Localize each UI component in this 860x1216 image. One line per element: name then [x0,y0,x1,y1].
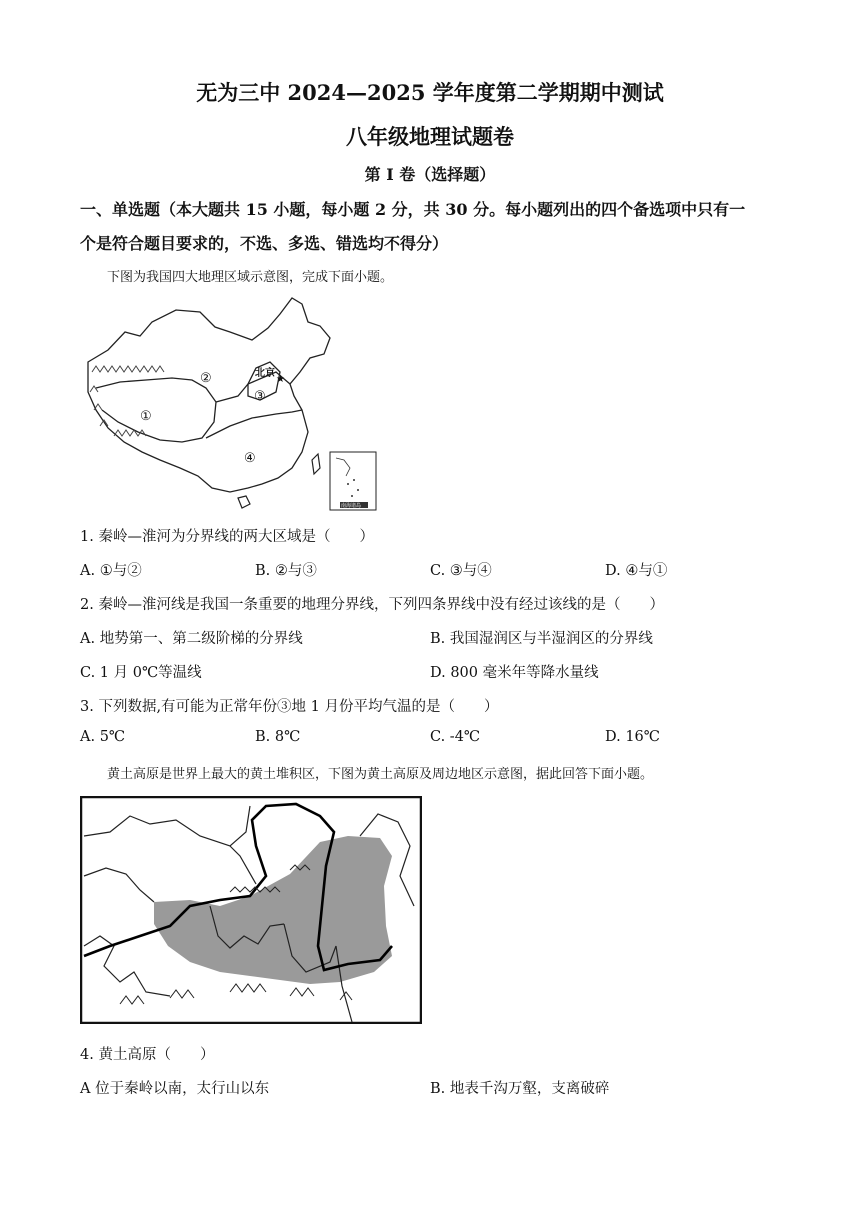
hainan-island [238,496,250,508]
q1-stem: 1. 秦岭—淮河为分界线的两大区域是（ ） [80,529,374,545]
inset-label: 南海诸岛 [341,503,362,509]
region-label-4: ④ [244,451,256,466]
region-label-3: ③ [254,389,266,404]
china-regions-map [80,292,382,514]
q1-option-b: B. ②与③ [255,563,317,579]
section-heading-line2: 个是符合题目要求的，不选、多选、错选均不得分） [80,234,449,253]
section-heading-line1: 一、单选题（本大题共 15 小题，每小题 2 分，共 30 分。每小题列出的四个备选项中只有一 [80,200,746,219]
q2-option-b: B. 我国湿润区与半湿润区的分界线 [430,631,653,647]
intro-text-1: 下图为我国四大地理区域示意图，完成下面小题。 [107,270,394,285]
q3-option-a: A. 5℃ [80,729,126,745]
q4-option-b: B. 地表千沟万壑，支离破碎 [430,1081,610,1097]
q4-stem: 4. 黄土高原（ ） [80,1047,215,1063]
q3-option-c: C. -4℃ [430,729,481,745]
part-heading: 第 I 卷（选择题） [364,165,496,184]
china-outline [88,298,330,492]
q2-option-c: C. 1 月 0℃等温线 [80,665,202,681]
exam-subtitle: 八年级地理试题卷 [346,124,514,149]
qinling-huaihe-line [206,410,302,438]
q2-stem: 2. 秦岭—淮河线是我国一条重要的地理分界线，下列四条界线中没有经过该线的是（ ） [80,597,664,613]
intro-text-2: 黄土高原是世界上最大的黄土堆积区，下图为黄土高原及周边地区示意图，据此回答下面小题。 [107,767,654,782]
q2-option-d: D. 800 毫米年等降水量线 [430,665,599,681]
q1-option-d: D. ④与① [605,563,668,579]
beijing-label: 北京 [255,368,275,379]
capital-star-icon: ★ [276,374,285,385]
q3-option-b: B. 8℃ [255,729,301,745]
q1-option-c: C. ③与④ [430,563,492,579]
exam-title: 无为三中 2024—2025 学年度第二学期期中测试 [196,80,664,105]
mountain-hatching [90,366,164,436]
q2-option-a: A. 地势第一、第二级阶梯的分界线 [80,631,303,647]
q1-option-a: A. ①与② [80,563,142,579]
south-sea-inset [330,452,376,510]
region-label-2: ② [200,371,212,386]
region-label-1: ① [140,409,152,424]
q4-option-a: A 位于秦岭以南，太行山以东 [80,1081,270,1097]
loess-plateau-map [80,796,422,1024]
taiwan-island [312,454,320,474]
q3-option-d: D. 16℃ [605,729,660,745]
q3-stem: 3. 下列数据,有可能为正常年份③地 1 月份平均气温的是（ ） [80,699,499,715]
